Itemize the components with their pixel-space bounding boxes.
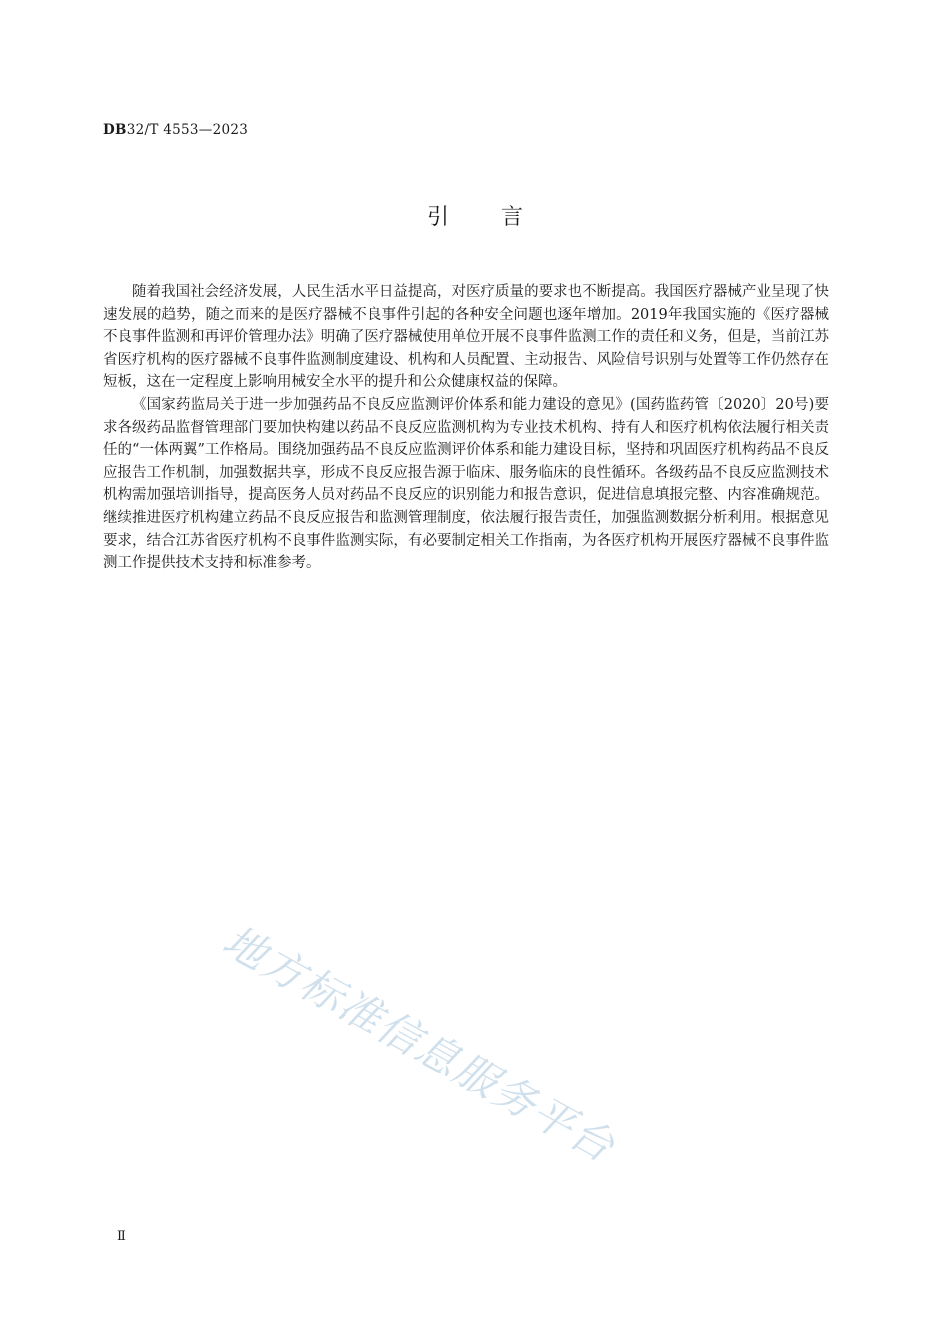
document-code-prefix: DB — [103, 122, 127, 138]
document-code — [103, 122, 248, 138]
page-number: Ⅱ — [117, 1229, 126, 1244]
paragraph-2: 《国家药监局关于进一步加强药品不良反应监测评价体系和能力建设的意见》(国药监药管〔2020〕20号)要求各级药品监督管理部门要加快构建以药品不良反应监测机构为专业技术机构、持有人和医疗机构依法履行相关责任的“一体两翼”工作格局。围绕加强药品不良反应监测评价体系和能力建设目标，坚持和巩固医疗机构药品不良反应报告工作机制，加强数据共享，形成不良反应报告源于临床、服务临床的良性循环。各级药品不良反应监测技术机构需加强培训指导，提高医务人员对药品不良反应的识别能力和报告意识，促进信息填报完整、内容准确规范。继续推进医疗机构建立药品不良反应报告和监测管理制度，依法履行报告责任，加强监测数据分析利用。根据意见要求，结合江苏省医疗机构不良事件监测实际，有必要制定相关工作指南，为各医疗机构开展医疗器械不良事件监测工作提供技术支持和标准参考。 — [103, 396, 829, 572]
page-title: 引言 — [426, 205, 575, 230]
document-code-number: 32/T 4553—2023 — [126, 122, 249, 138]
watermark: 地方标准信息服务平台 — [214, 915, 624, 1172]
paragraph-1: 随着我国社会经济发展，人民生活水平日益提高，对医疗质量的要求也不断提高。我国医疗器械产业呈现了快速发展的趋势，随之而来的是医疗器械不良事件引起的各种安全问题也逐年增加。2019年我国实施的《医疗器械不良事件监测和再评价管理办法》明确了医疗器械使用单位开展不良事件监测工作的责任和义务，但是，当前江苏省医疗机构的医疗器械不良事件监测制度建设、机构和人员配置、主动报告、风险信号识别与处置等工作仍然存在短板，这在一定程度上影响用械安全水平的提升和公众健康权益的保障。 — [103, 284, 829, 391]
body-text — [103, 281, 829, 575]
